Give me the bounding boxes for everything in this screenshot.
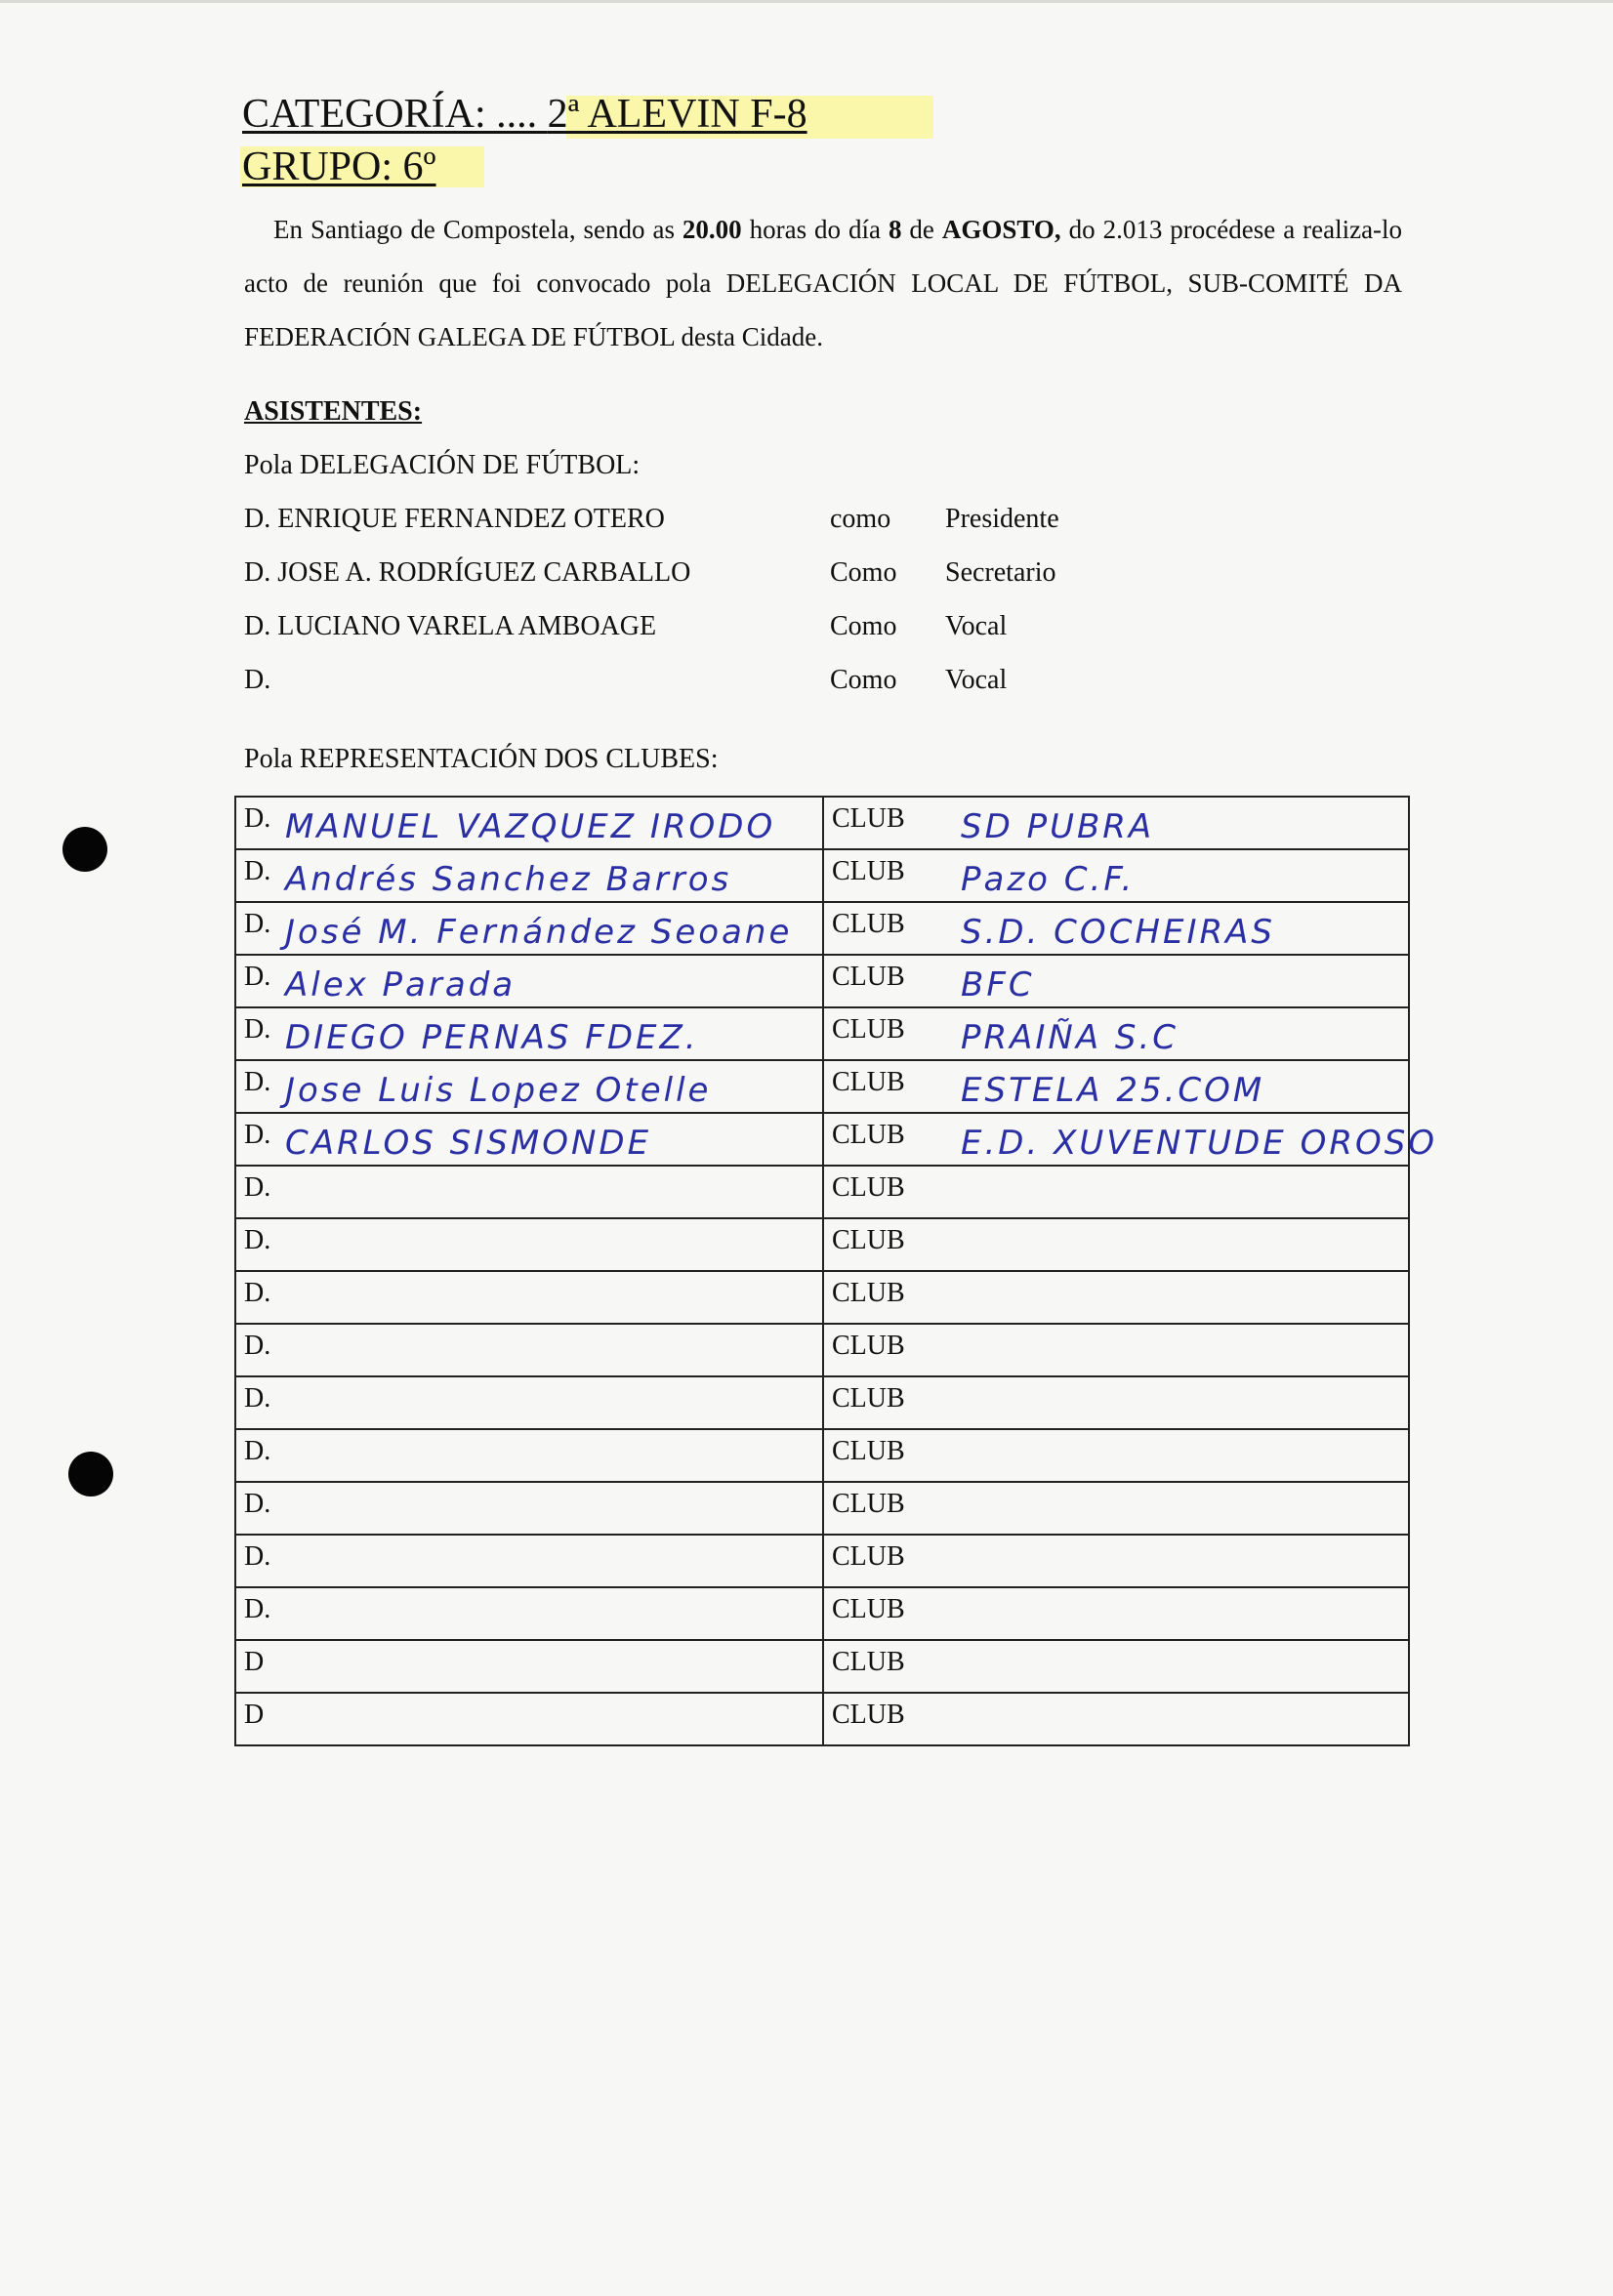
- prefix-label: D.: [244, 1225, 271, 1255]
- representative-cell[interactable]: [235, 1113, 823, 1166]
- representative-cell[interactable]: [235, 1693, 823, 1745]
- table-row: [235, 1376, 1409, 1429]
- representative-cell[interactable]: [235, 1587, 823, 1640]
- representative-name: Alex Parada: [285, 965, 517, 1004]
- representative-name: Jose Luis Lopez Otelle: [285, 1071, 712, 1110]
- club-name: PRAIÑA S.C: [961, 1018, 1179, 1057]
- club-name: BFC: [961, 965, 1035, 1004]
- club-cell[interactable]: [823, 1376, 1409, 1429]
- club-label: CLUB: [832, 1225, 905, 1255]
- club-cell[interactable]: [823, 1535, 1409, 1587]
- representative-cell[interactable]: [235, 1640, 823, 1693]
- member-como: Como: [830, 665, 897, 695]
- club-cell[interactable]: [823, 1693, 1409, 1745]
- club-label: CLUB: [832, 1594, 905, 1624]
- prefix-label: D.: [244, 1172, 271, 1203]
- member-role: Vocal: [945, 665, 1008, 695]
- club-label: CLUB: [832, 1067, 905, 1097]
- table-row: [235, 849, 1409, 902]
- table-row: [235, 1429, 1409, 1482]
- table-row: [235, 1113, 1409, 1166]
- club-cell[interactable]: [823, 1271, 1409, 1324]
- prefix-label: D.: [244, 962, 271, 992]
- representative-cell[interactable]: [235, 955, 823, 1007]
- prefix-label: D.: [244, 1014, 271, 1045]
- representative-cell[interactable]: [235, 797, 823, 849]
- prefix-label: D.: [244, 1489, 271, 1519]
- punch-hole: [62, 827, 107, 872]
- club-name: S.D. COCHEIRAS: [961, 913, 1275, 952]
- prefix-label: D.: [244, 909, 271, 939]
- grupo-title: GRUPO: 6º: [242, 144, 436, 189]
- punch-hole: [68, 1452, 113, 1496]
- prefix-label: D: [244, 1700, 265, 1730]
- categoria-title: CATEGORÍA: .... 2ª ALEVIN F-8: [242, 92, 807, 137]
- club-label: CLUB: [832, 1331, 905, 1361]
- club-cell[interactable]: [823, 1587, 1409, 1640]
- prefix-label: D.: [244, 1331, 271, 1361]
- table-row: [235, 1007, 1409, 1060]
- prefix-label: D.: [244, 1067, 271, 1097]
- representative-cell[interactable]: [235, 1429, 823, 1482]
- prefix-label: D.: [244, 1278, 271, 1308]
- club-name: SD PUBRA: [961, 807, 1155, 846]
- prefix-label: D: [244, 1647, 265, 1677]
- representative-name: CARLOS SISMONDE: [285, 1124, 652, 1163]
- clubs-table: [234, 796, 1438, 1746]
- club-label: CLUB: [832, 1278, 905, 1308]
- club-cell[interactable]: [823, 1007, 1409, 1060]
- club-label: CLUB: [832, 1647, 905, 1677]
- club-label: CLUB: [832, 1383, 905, 1414]
- member-name: D. LUCIANO VARELA AMBOAGE: [244, 611, 657, 641]
- club-name: ESTELA 25.COM: [961, 1071, 1265, 1110]
- club-label: CLUB: [832, 1700, 905, 1730]
- prefix-label: D.: [244, 1541, 271, 1572]
- table-row: [235, 1482, 1409, 1535]
- member-role: Vocal: [945, 611, 1008, 641]
- representative-cell[interactable]: [235, 1482, 823, 1535]
- club-label: CLUB: [832, 1541, 905, 1572]
- club-label: CLUB: [832, 1436, 905, 1466]
- club-label: CLUB: [832, 1120, 905, 1150]
- table-row: [235, 1271, 1409, 1324]
- club-cell[interactable]: [823, 1060, 1409, 1113]
- club-name: E.D. XUVENTUDE OROSO: [961, 1124, 1438, 1163]
- prefix-label: D.: [244, 1120, 271, 1150]
- member-role: Secretario: [945, 557, 1056, 588]
- representative-cell[interactable]: [235, 1376, 823, 1429]
- representative-cell[interactable]: [235, 1166, 823, 1218]
- prefix-label: D.: [244, 803, 271, 834]
- table-row: [235, 1060, 1409, 1113]
- representative-name: MANUEL VAZQUEZ IRODO: [285, 807, 776, 846]
- club-cell[interactable]: [823, 1218, 1409, 1271]
- table-row: [235, 1324, 1409, 1376]
- representative-cell[interactable]: [235, 1218, 823, 1271]
- club-cell[interactable]: [823, 1113, 1438, 1166]
- table-row: [235, 1218, 1409, 1271]
- club-label: CLUB: [832, 856, 905, 886]
- club-label: CLUB: [832, 1489, 905, 1519]
- table-row: [235, 1587, 1409, 1640]
- table-row: [235, 955, 1409, 1007]
- representative-cell[interactable]: [235, 1324, 823, 1376]
- delegacion-label: Pola DELEGACIÓN DE FÚTBOL:: [244, 450, 641, 480]
- page-edge: [0, 0, 1613, 3]
- representative-name: DIEGO PERNAS FDEZ.: [285, 1018, 699, 1057]
- club-label: CLUB: [832, 962, 905, 992]
- prefix-label: D.: [244, 1383, 271, 1414]
- member-name: D.: [244, 665, 271, 695]
- club-label: CLUB: [832, 1172, 905, 1203]
- table-row: [235, 1640, 1409, 1693]
- representative-cell[interactable]: [235, 849, 823, 902]
- club-cell[interactable]: [823, 955, 1409, 1007]
- member-name: D. JOSE A. RODRÍGUEZ CARBALLO: [244, 557, 691, 588]
- club-label: CLUB: [832, 909, 905, 939]
- prefix-label: D.: [244, 1594, 271, 1624]
- club-cell[interactable]: [823, 1640, 1409, 1693]
- representative-cell[interactable]: [235, 1007, 823, 1060]
- representative-cell[interactable]: [235, 1535, 823, 1587]
- table-row: [235, 1166, 1409, 1218]
- representative-cell[interactable]: [235, 1271, 823, 1324]
- member-role: Presidente: [945, 504, 1059, 534]
- club-label: CLUB: [832, 1014, 905, 1045]
- club-cell[interactable]: [823, 1166, 1409, 1218]
- club-cell[interactable]: [823, 1429, 1409, 1482]
- asistentes-title: ASISTENTES:: [244, 396, 423, 427]
- club-name: Pazo C.F.: [961, 860, 1136, 899]
- table-row: [235, 1693, 1409, 1745]
- representative-name: José M. Fernández Seoane: [285, 913, 793, 952]
- table-row: [235, 902, 1409, 955]
- prefix-label: D.: [244, 1436, 271, 1466]
- club-cell[interactable]: [823, 902, 1409, 955]
- table-row: [235, 797, 1409, 849]
- member-name: D. ENRIQUE FERNANDEZ OTERO: [244, 504, 665, 534]
- member-como: Como: [830, 611, 897, 641]
- representative-name: Andrés Sanchez Barros: [285, 860, 732, 899]
- club-cell[interactable]: [823, 1324, 1409, 1376]
- intro-paragraph: En Santiago de Compostela, sendo as 20.00 horas do día 8 de AGOSTO, do 2.013 procédese a realiza-lo acto de reunión que foi convocado pola DELEGACIÓN LOCAL DE FÚTBOL, SUB-COMITÉ DA FEDERACIÓN GALEGA DE FÚTBOL desta Cidade.: [244, 215, 1403, 351]
- club-cell[interactable]: [823, 849, 1409, 902]
- table-row: [235, 1535, 1409, 1587]
- club-label: CLUB: [832, 803, 905, 834]
- club-cell[interactable]: [823, 1482, 1409, 1535]
- member-como: Como: [830, 557, 897, 588]
- prefix-label: D.: [244, 856, 271, 886]
- clubs-label: Pola REPRESENTACIÓN DOS CLUBES:: [244, 744, 719, 774]
- representative-cell[interactable]: [235, 902, 823, 955]
- member-como: como: [830, 504, 891, 534]
- representative-cell[interactable]: [235, 1060, 823, 1113]
- club-cell[interactable]: [823, 797, 1409, 849]
